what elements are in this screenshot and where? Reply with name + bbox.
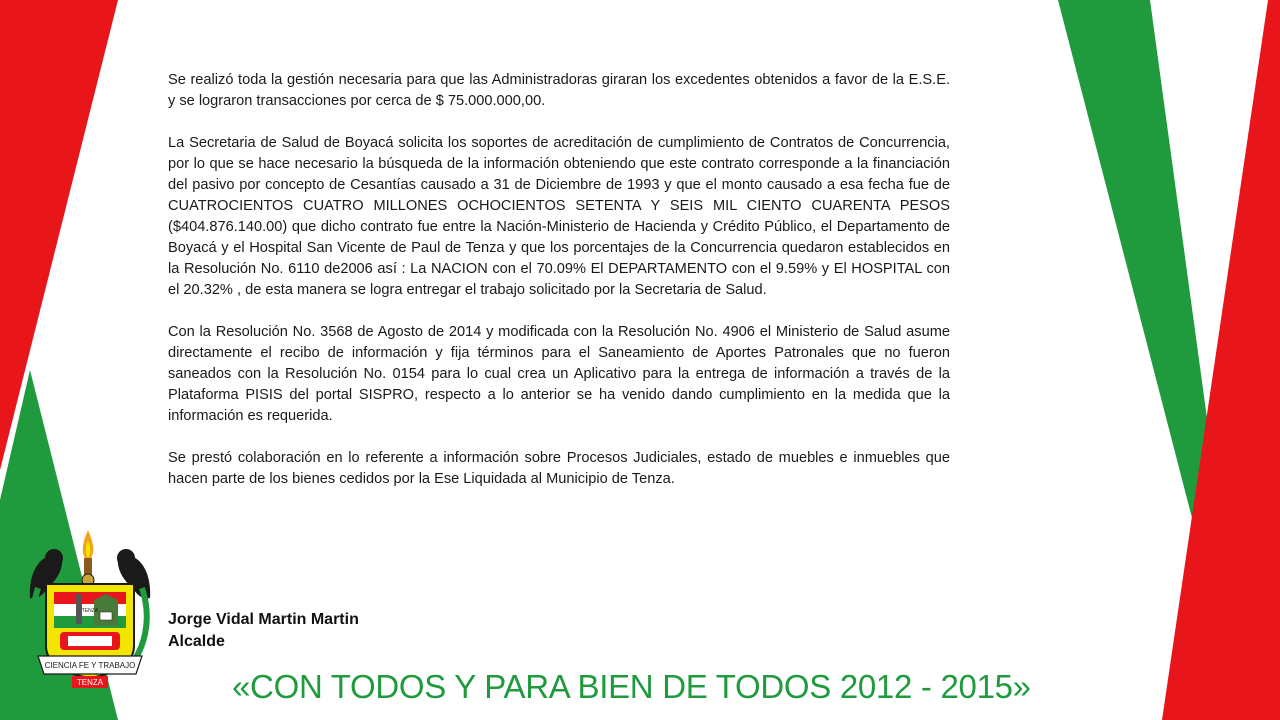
- left-red-stripe: [0, 0, 118, 470]
- municipal-crest-icon: [24, 528, 156, 690]
- crest-bottom-text: TENZA: [76, 678, 104, 687]
- paragraph-1: Se realizó toda la gestión necesaria para que las Administradoras giraran los excedentes obtenidos a favor de la E.S.E. y se lograron transacciones por cerca de $ 75.000.000,00.: [168, 72, 950, 109]
- crest-ribbon-text: CIENCIA FE Y TRABAJO: [44, 661, 136, 670]
- signature-block: [168, 609, 359, 653]
- right-green-stripe: [1058, 0, 1212, 518]
- paragraph-4: Se prestó colaboración en lo referente a información sobre Procesos Judiciales, estado de muebles e inmuebles que hacen parte de los bienes cedidos por la Ese Liquidada al Municipio de Tenza.: [168, 450, 950, 487]
- slogan: «CON TODOS Y PARA BIEN DE TODOS 2012 - 2015»: [232, 668, 1031, 705]
- document-body: [168, 70, 950, 511]
- signature-title: Alcalde: [168, 633, 225, 650]
- signature-name: Jorge Vidal Martin Martin: [168, 611, 359, 628]
- paragraph-2: La Secretaria de Salud de Boyacá solicita los soportes de acreditación de cumplimiento de Contratos de Concurrencia, por lo que se hace necesario la búsqueda de la información obteniendo que este contrato corresponde a la financiación del pasivo por concepto de Cesantías causado a 31 de Diciembre de 1993 y que el monto causado a esa fecha fue de CUATROCIENTOS CUATRO MILLONES OCHOCIENTOS SETENTA Y SEIS MIL CIENTO CUARENTA PESOS ($404.876.140.00) que dicho contrato fue entre la Nación-Ministerio de Hacienda y Crédito Público, el Departamento de Boyacá y el Hospital San Vicente de Paul de Tenza y que los porcentajes de la Concurrencia quedaron establecidos en la Resolución No. 6110 de2006 así : La NACION con el 70.09% El DEPARTAMENTO con el 9.59% y El HOSPITAL con el 20.32% , de esta manera se logra entregar el trabajo solicitado por la Secretaria de Salud.: [168, 135, 950, 298]
- paragraph-3: Con la Resolución No. 3568 de Agosto de 2014 y modificada con la Resolución No. 4906 el Ministerio de Salud asume directamente el recibo de información y fija términos para el Saneamiento de Aportes Patronales que no fueron saneados con la Resolución No. 0154 para lo cual crea un Aplicativo para la entrega de información a través de la Plataforma PISIS del portal SISPRO, respecto a lo anterior se ha venido dando cumplimiento en la medida que la información es requerida.: [168, 324, 950, 424]
- crest-top-text: TENZA: [81, 608, 99, 614]
